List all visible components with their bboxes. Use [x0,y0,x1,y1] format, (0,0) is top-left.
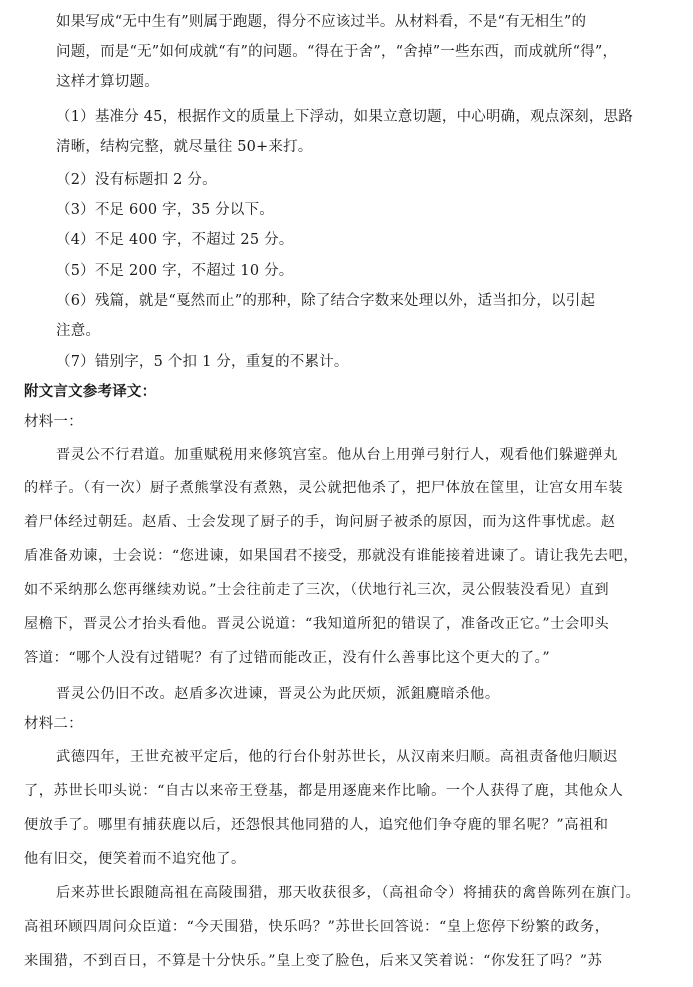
rule-2: （2）没有标题扣 2 分。 [56,172,217,188]
material-1-para-2: 晋灵公仍旧不改。赵盾多次进谏，晋灵公为此厌烦，派鉏麑暗杀他。 [56,686,500,702]
rule-6-line-2: 注意。 [56,323,101,339]
material-2-para-1-line-2: 了，苏世长叩头说：“自古以来帝王登基，都是用逐鹿来作比喻。一个人获得了鹿，其他众人 [24,783,624,799]
rule-6-line-1: （6）残篇，就是“戛然而止”的那种，除了结合字数来处理以外，适当扣分，以引起 [56,293,596,309]
material-2-para-2-line-1: 后来苏世长跟随高祖在高陵围猎，那天收获很多，（高祖命令）将捕获的禽兽陈列在旗门。 [56,885,641,901]
rule-4: （4）不足 400 字，不超过 25 分。 [56,232,294,248]
material-2-para-2-line-2: 高祖环顾四周问众臣道：“今天围猎，快乐吗？”苏世长回答说：“皇上您停下纷繁的政务， [24,919,610,935]
material-1-para-1-line-6: 屋檐下，晋灵公才抬头看他。晋灵公说道：“我知道所犯的错误了，准备改正它。”士会叩头 [24,616,610,632]
intro-line-1: 如果写成“无中生有”则属于跑题，得分不应该过半。从材料看，不是“有无相生”的 [56,14,587,30]
translation-heading: 附文言文参考译文： [24,383,157,400]
rule-5: （5）不足 200 字，不超过 10 分。 [56,263,294,279]
material-2-para-1-line-3: 便放手了。哪里有捕获鹿以后，还怨恨其他同猎的人，追究他们争夺鹿的罪名呢？”高祖和 [24,817,609,833]
rule-1-line-2: 清晰，结构完整，就尽量往 50+来打。 [56,139,313,155]
material-2-label: 材料二： [24,716,83,732]
material-2-para-1-line-4: 他有旧交，便笑着而不追究他了。 [24,851,246,867]
material-1-para-1-line-4: 盾准备劝谏，士会说：“您进谏，如果国君不接受，那就没有谁能接着进谏了。请让我先去吧， [24,548,639,564]
material-1-para-1-line-7: 答道：“哪个人没有过错呢？有了过错而能改正，没有什么善事比这个更大的了。” [24,650,551,666]
material-1-label: 材料一： [24,414,83,430]
rule-7: （7）错别字，5 个扣 1 分，重复的不累计。 [56,354,349,370]
material-2-para-2-line-3: 来围猎，不到百日，不算是十分快乐。”皇上变了脸色，后来又笑着说：“你发狂了吗？”苏 [24,953,603,969]
material-1-para-1-line-1: 晋灵公不行君道。加重赋税用来修筑宫室。他从台上用弹弓射行人，观看他们躲避弹丸 [56,447,618,463]
material-1-para-1-line-3: 着尸体经过朝廷。赵盾、士会发现了厨子的手，询问厨子被杀的原因，而为这件事忧虑。赵 [24,514,616,530]
material-1-para-1-line-2: 的样子。（有一次）厨子煮熊掌没有煮熟，灵公就把他杀了，把尸体放在筐里，让宫女用车装 [24,480,624,496]
material-2-para-1-line-1: 武德四年，王世充被平定后，他的行台仆射苏世长，从汉南来归顺。高祖责备他归顺迟 [56,749,618,765]
intro-line-2: 问题，而是“无”如何成就“有”的问题。“得在于舍”，“舍掉”一些东西，而成就所“得”， [56,44,618,60]
intro-line-3: 这样才算切题。 [56,74,159,90]
rule-3: （3）不足 600 字，35 分以下。 [56,202,274,218]
material-1-para-1-line-5: 如不采纳那么您再继续劝说。”士会往前走了三次，（伏地行礼三次，灵公假装没看见）直到 [24,582,610,598]
rule-1-line-1: （1）基准分 45，根据作文的质量上下浮动，如果立意切题，中心明确，观点深刻，思路 [56,109,633,125]
